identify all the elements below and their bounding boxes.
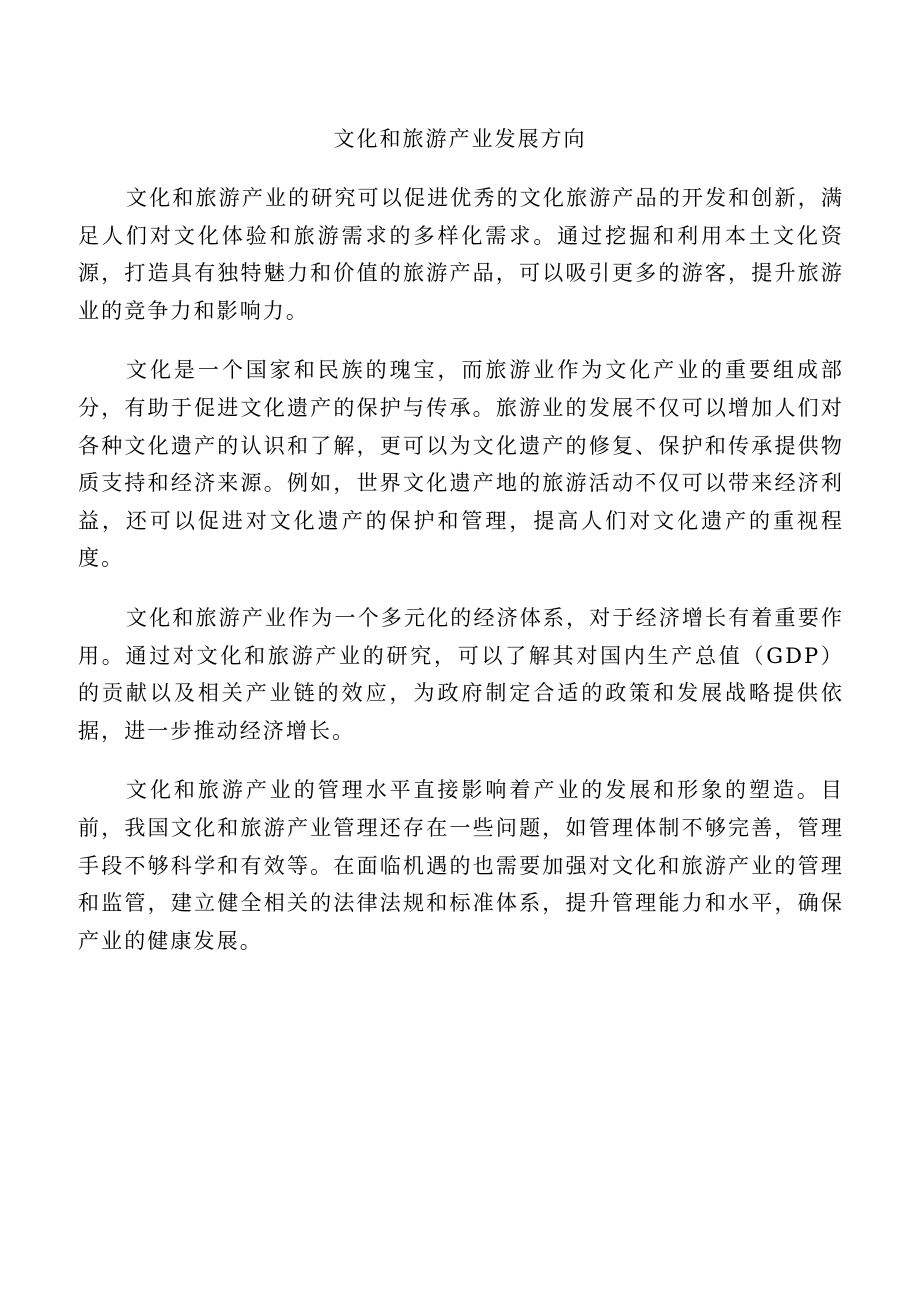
paragraph-3: 文化和旅游产业作为一个多元化的经济体系，对于经济增长有着重要作用。通过对文化和旅游产业的研究，可以了解其对国内生产总值（GDP）的贡献以及相关产业链的效应，为政府制定合适的政策和发展战略提供依据，进一步推动经济增长。 [78, 605, 844, 743]
paragraph-4: 文化和旅游产业的管理水平直接影响着产业的发展和形象的塑造。目前，我国文化和旅游产业管理还存在一些问题，如管理体制不够完善，管理手段不够科学和有效等。在面临机遇的也需要加强对文化和旅游产业的管理和监管，建立健全相关的法律法规和标准体系，提升管理能力和水平，确保产业的健康发展。 [78, 778, 844, 953]
paragraph-1: 文化和旅游产业的研究可以促进优秀的文化旅游产品的开发和创新，满足人们对文化体验和旅游需求的多样化需求。通过挖掘和利用本土文化资源，打造具有独特魅力和价值的旅游产品，可以吸引更多的游客，提升旅游业的竞争力和影响力。 [78, 186, 844, 323]
document-body [78, 180, 844, 982]
document-title: 文化和旅游产业发展方向 [333, 127, 587, 151]
paragraph-2: 文化是一个国家和民族的瑰宝，而旅游业作为文化产业的重要组成部分，有助于促进文化遗产的保护与传承。旅游业的发展不仅可以增加人们对各种文化遗产的认识和了解，更可以为文化遗产的修复、保护和传承提供物质支持和经济来源。例如，世界文化遗产地的旅游活动不仅可以带来经济利益，还可以促进对文化遗产的保护和管理，提高人们对文化遗产的重视程度。 [78, 358, 844, 571]
